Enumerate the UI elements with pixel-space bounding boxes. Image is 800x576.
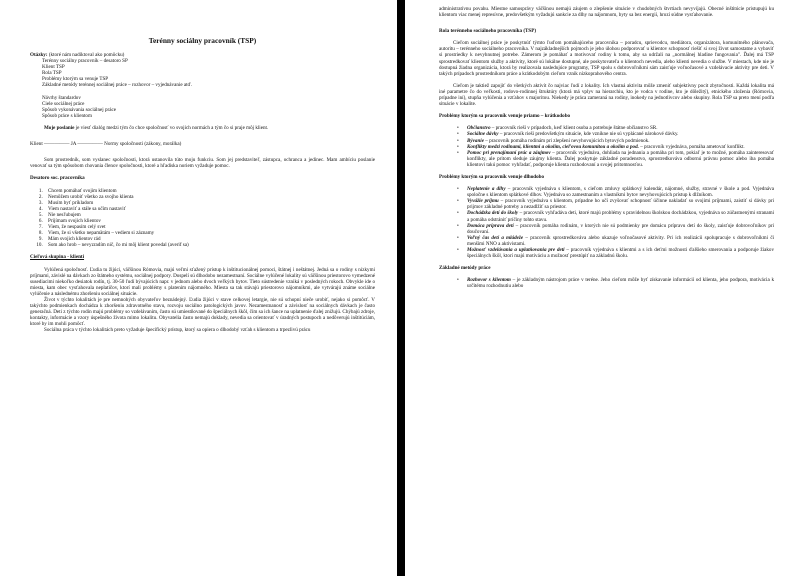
role-heading: Rola terénneho sociálneho pracovníka (TSP)	[439, 28, 537, 35]
long-term-item-key: Neplatenie a dlhy	[467, 186, 506, 193]
methods-heading: Základné metódy práce	[439, 265, 491, 272]
long-term-item-text: – pracovník vyjednáva s klientom, s cieľom zmluvy splátkový kalendár, nájomné, služby, stravné v škole a pod. Vyjednáva spoločne s klientom splátkové dlhov. Vyjednáva so zamestnaním a vlastníkmi bytov nevyhovujúcich prístup k dlžníkom.	[467, 186, 774, 199]
role-paragraph-1: Cieľom sociálnej práce je poskytnúť týmto ľuďom pomáhajúceho pracovníka – poradcu, sprievodcu, mediátora, organizátora, komunitného plánovača, autoritu – terénneho sociálneho pracovníka. V najzákladnejších pojmoch je jeho úlohou podporovať u klientov schopnosť riešiť si svoj život samostatne a vybaviť si prostriedky k nevyhnutnej potrebe. Zámerom je pomáhať a motivovať rodiny k tomu, aby sa udržali na „normálnej hladine fungovania". Ďalej má TSP sprostredkovať klientom služby a aktivity, ktoré sú lokálne dostupné, ale poskytovateľa o klientoch nevedia, alebo klienti nevedia o službe. V miestach, kde nie je dostupná žiadna organizácia, ktorá by realizovala nasledujúce programy, TSP spolu s dobrovoľníkmi sám zaisťuje voľnočasové a vzdelávacie aktivity pre deti. V takých prípadoch prostredníkom práce a krátkodobým cieľom vznik nízkoprahového centra.	[439, 40, 774, 77]
short-term-item-key: Občianstvo	[467, 125, 491, 132]
intro-fragment: administratívnu povahu. Miestne samosprávy väčšinou nemajú záujem o zlepšenie situácie v chudobných štvrtiach nevyvíjajú. Obecné inštitúcie pristupujú ku klientom viac menej represívne, predovšetkým vyžadujú sankcie za dlhy na nájomnom, byty sa bez energií, hrozí súdne vysťahovanie.	[439, 6, 774, 19]
short-term-item	[467, 150, 774, 168]
short-term-list	[439, 125, 774, 168]
long-term-list	[439, 186, 774, 259]
mission-label: Moje poslanie	[44, 125, 75, 132]
long-term-item-text: – pracovník vyjednáva s klientom, prípadne ho učí zvyšovať schopnosť účinne nakladať so svojimi príjmami, zaistiť si dávky pri prijmov základné potreby a nezadlžiť sa priestor.	[467, 198, 774, 211]
long-term-item-key: Dochádzka detí do školy	[467, 210, 519, 217]
long-term-item	[467, 198, 774, 210]
short-term-item-text: – pracovník pomáha rodinám pri zlepšení nevyhovujúcich bytových podmienok.	[485, 137, 650, 144]
decalogue-list	[30, 188, 375, 249]
short-term-item-text: – pracovník rieši predovšetkým situácie, kde vznikne nie sú vyplácané nárokové dávky.	[499, 131, 679, 138]
outline-block	[30, 52, 375, 119]
decalogue-item: 9. Mám svojich klientov rád	[44, 236, 375, 242]
triangle-line: Klient ————— JA ————— Normy spoločnosti (zákony, morálka)	[30, 141, 182, 148]
target-heading: Cieľová skupina - klienti	[30, 254, 85, 261]
decalogue-item: 2. Nemôžem urobiť všetko za svojho klienta	[44, 194, 375, 200]
long-term-item-key: Voľný čas detí a mládeže	[467, 234, 524, 241]
role-paragraph-2: Cieľom je taktiež zapojiť do všetkých aktivít čo najviac ľudí z lokality. Ich vlastná aktivita môže zmeniť subjektívny pocit zbytočnosti. Každá lokalita má iné parametre čo do veľkosti, rodovo-rodinnej štruktúry (ktorá má vplyv na hierarchiu, kto je vodca v rodine, kto je dôležitý), etnického zloženia (Rómovia, prípadne iní), stupňa vylúčenia a vzťahov s majoritou. Niekedy je práca zameraná na rodiny, inokedy na jednotlivcov alebo skupiny. Rola TSP sa preto mení podľa situácie v lokalite.	[439, 82, 774, 108]
decalogue-heading: Desatoro soc. pracovníka	[30, 175, 85, 182]
outline-item: Problémy ktorým sa venuje TSP	[42, 76, 109, 83]
long-term-item	[467, 247, 774, 259]
short-term-item-key: Konflikty medzi rodinami, klientmi a okolím, cieľovou komunitou a okolím a pod.	[467, 143, 639, 150]
short-term-item-key: Sociálne dávky	[467, 131, 499, 138]
outline-item: Terénny sociálny pracovník – desatoro SP	[42, 58, 128, 65]
method-item-key: Rozhovor s klientom	[467, 277, 511, 284]
method-item-text: – je základným nástrojom práce v teréne. Jeho cieľom môže byť získavanie informácií od klienta, jeho podpora, motivácia k určitému rozhodnutiu alebo	[467, 277, 774, 290]
outline-item: Základné metódy terénnej sociálnej práce – rozhovor – vyjednávanie atď.	[42, 82, 193, 89]
short-term-item-text: – pracovník vyjednáva, pomáha ametovať konflikt.	[640, 143, 745, 150]
long-term-item-key: Domáca príprava detí	[467, 222, 514, 229]
outline-item: Návrhy štandardov	[42, 94, 81, 101]
target-paragraph-1: Vylúčená spoločnosť. Ľudia tu žijúci, väčšinou Rómovia, majú veľmi sťažený prístup k inštitucionálnej pomoci, štátnej i neštátnej. Jedná sa o rodiny s nízkymi príjmami, závislé na dávkach zo štátneho systému, sociálnej podpory. Dospelí sú dlhodobo nezamestnaní. Sociálne vylúčené lokality sú väčšinou priestorovo vymedzené susediacimi niekoľko desiatok rodín, tj. 30-50 ľudí bývajúcich napr. v jednom alebo dvoch veľkých bytov. Tieto sústredenie vzniká v posledných rokoch. Obvykle ide o miesta, kam obec vysťahovala neplatičov, ktorí mali problémy s platením nájomného. Miesta sa tak stávajú priestorovo nájomníkmi, ale vytvárajú známe sociálne vylúčenie a následnému zhoršeniu sociálnej situácie.	[30, 266, 375, 297]
long-term-item	[467, 235, 774, 247]
decalogue-item: 7. Viem, že nespasím celý svet	[44, 224, 375, 230]
page-gap	[397, 0, 405, 576]
long-term-item-key: Vyvážie príjmu	[467, 198, 499, 205]
decalogue-item: 3. Musím byť príkladom	[44, 200, 375, 206]
outline-label: Otázky:	[30, 52, 48, 58]
outline-item: Spôsob práce s klientom	[42, 112, 92, 119]
long-term-item	[467, 186, 774, 198]
decalogue-item: 8. Viem, že si všetko nepamätám – vediem si záznamy	[44, 230, 375, 236]
long-term-item-key: Možnosť vzdelávania a uplatňovania pre deti	[467, 247, 565, 253]
long-term-item-text: – pracovník sprostredkováva alebo ukazuje voľnočasové aktivity. Pri ich realizácii spolupracuje s dobrovoľníkmi či menšími NNO a aktivistami.	[467, 234, 774, 247]
document-page-left	[0, 0, 397, 576]
decalogue-item: 1. Chcem pomáhať svojim klientom	[44, 188, 375, 194]
decalogue-item: 10. Som ako hrob – nevyzradím nič, čo mi môj klient povedal (averif sa)	[44, 242, 375, 248]
mission-text: je viesť dialóg medzi tým čo chce spoločnosť vo svojich normách a tým čo si praje môj klient.	[75, 125, 269, 132]
decalogue-item: 6. Prijímam svojich klientov	[44, 218, 375, 224]
outline-note: (ktoré nám nadiktoval ako pomôcku)	[48, 52, 125, 58]
long-term-item	[467, 223, 774, 235]
short-term-heading: Problémy ktorým sa pracovník venuje priamo – krátkodobo	[439, 113, 571, 120]
methods-list	[439, 277, 774, 289]
closing-fragment: Sociálna práca v týchto lokalitách preto vyžaduje špecifický prístup, ktorý sa opiera o dlhodobý vzťah s klientom a trpezlivú prácu	[44, 327, 311, 334]
document-title: Terénny sociálny pracovník (TSP)	[148, 36, 257, 45]
outline-item: Spôsob vykonávania sociálnej práce	[42, 106, 116, 113]
short-term-item-text: – pracovník vyjednáva, dohliada na jednania a pomáha pri tom, pokiaľ je to možné, pomáha zainteresovať konflikty, ale pritom sleduje záujmy klienta. Ďalej poskytuje základné poradenstvo, sprostredkováva odbornú právnu pomoc alebo iba pomáha klientovi takú pomoc vyhľadať, podporuje klienta rozhodovaní a svojej pritomnosťou.	[467, 149, 774, 168]
long-term-heading: Problémy ktorým sa pracovník venuje dlhodobo	[439, 173, 545, 180]
long-term-item-text: – pracovník pomáha rodinám, v ktorých nie sú podmienky pre domácu prípravu detí do školy, zaisťuje dobrovoľníkov pri doučovaní.	[467, 222, 774, 235]
document-page-right	[405, 0, 800, 576]
outline-list	[42, 58, 375, 119]
short-term-item-key: Bývanie	[467, 137, 484, 144]
long-term-item-text: – pracovník vyjednáva s klientmi a s ich deťmi možnosti ďalšieho smerovania a podporuje žiakov špeciálnych škôl, ktorí majú motiváciu a možnosť prestúpiť na základnú školu.	[467, 247, 774, 260]
outline-item: Rola TSP	[42, 70, 62, 77]
short-term-item-text: – pracovník rieši v prípadoch, keď klient osoba a potrebuje štátne občianstvo SR.	[491, 125, 658, 132]
long-term-item	[467, 210, 774, 222]
decalogue-item: 4. Viem nastaviť a stále sa učím nastaviť	[44, 206, 375, 212]
method-item	[467, 277, 774, 289]
society-paragraph: Som prostredník, som vyslanec spoločnosti, ktorá ustanovila túto moju funkciu. Som jej predstaviteľ, zástupca, ochranca a jedinec. Mam ambíciu poslanie venovať sa tým spôsobom chovania členov spoločnosti, ktoré a hľadiska noriem vyžaduje pomoc.	[30, 157, 375, 170]
outline-item: Klient TSP	[42, 64, 65, 71]
long-term-item-text: – pracovník vyhľadáva deti, ktoré majú problémy s pravidelnou školskou dochádzkou, vyjednáva so zúčastnenými stranami a pomáha odstrániť príčiny tohto stavu.	[467, 210, 775, 223]
decalogue-item: 5. Nie nesľubujem	[44, 212, 375, 218]
short-term-item-key: Pomoc pri prenajímaní prác a záujmov	[467, 149, 551, 156]
outline-item: Ciele sociálnej práce	[42, 100, 85, 107]
target-paragraph-2: Život v týchto lokalitách je pre nemnohých obyvateľov beznádejný. Ľudia žijúci v stave celkovej letargie, nie sú schopní nieče urobiť, nejako si pomôcť. V takýchto podmienkach dochádza k zhoršeniu zdravotného stavu, rozvoju sociálno patologických javov. Nezamestnanosť a závislosť na sociálnych dávkach je často generačná. Deti z týchto rodín majú problémy so vzdelávaním, často sú umiestňované do špeciálnych škôl, čím sa ich šance na uplatnenie ďalej znižujú. Chýbajú zdroje, kontakty, informácie a vzory úspešného života mimo lokalitu. Obyvatelia často nemajú doklady, nevedia sa orientovať v úradných postupoch a nedôverujú inštitúciám, ktoré by im mohli pomôcť.	[30, 297, 375, 328]
